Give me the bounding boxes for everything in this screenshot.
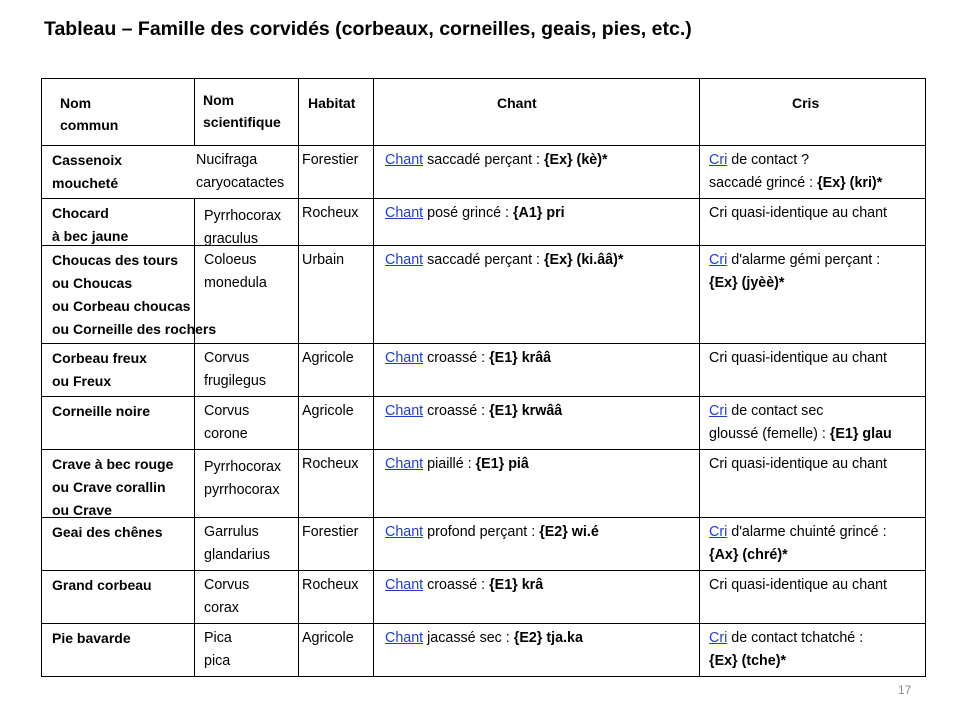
- chant-cell: [385, 249, 623, 272]
- cri-description: de contact tchatché :: [727, 630, 864, 646]
- cri-notation: {E1} glau: [829, 426, 892, 442]
- common-name-line: Cassenoix: [52, 152, 123, 168]
- chant-notation: {Ex} (kè)*: [543, 152, 608, 168]
- common-name-line: Geai des chênes: [52, 524, 163, 540]
- cri-link[interactable]: Cri: [709, 152, 728, 168]
- cri-notation: {Ex} (tche)*: [709, 653, 787, 669]
- common-name-line: ou Choucas: [52, 275, 133, 291]
- row-divider: [42, 623, 925, 624]
- cri-description: Cri quasi-identique au chant: [709, 577, 888, 593]
- row-divider: [42, 396, 925, 397]
- cri-description: d'alarme gémi perçant :: [727, 252, 881, 268]
- scientific-name-cell: [196, 456, 281, 502]
- cri-description: Cri quasi-identique au chant: [709, 350, 888, 366]
- cri-line: [709, 453, 887, 476]
- chant-link[interactable]: Chant: [385, 524, 424, 540]
- common-name-line: Pie bavarde: [52, 630, 131, 646]
- scientific-name-line: graculus: [204, 231, 259, 247]
- habitat-cell: Agricole: [302, 350, 354, 366]
- column-divider: [194, 79, 195, 145]
- cri-link[interactable]: Cri: [709, 524, 728, 540]
- habitat-cell: Rocheux: [302, 577, 359, 593]
- chant-notation: {E1} krwââ: [489, 403, 563, 419]
- habitat-cell: Urbain: [302, 252, 345, 268]
- cri-cell: [709, 249, 880, 295]
- scientific-name-cell: [196, 347, 266, 393]
- cri-line: [709, 650, 863, 673]
- row-divider: [42, 145, 925, 146]
- cri-description: Cri quasi-identique au chant: [709, 456, 888, 472]
- header-common-name: [60, 92, 118, 136]
- common-name-line: Corneille noire: [52, 403, 151, 419]
- scientific-name-line: frugilegus: [204, 373, 266, 389]
- row-divider: [42, 449, 925, 450]
- header-cris: Cris: [792, 95, 820, 111]
- cri-notation: {Ax} (chré)*: [709, 547, 788, 563]
- chant-notation: {E1} krââ: [489, 350, 552, 366]
- common-name-cell: [52, 574, 152, 597]
- common-name-cell: [52, 521, 163, 544]
- scientific-name-cell: [196, 627, 232, 673]
- column-divider: [298, 79, 299, 676]
- cri-cell: [709, 574, 887, 597]
- common-name-line: Crave à bec rouge: [52, 456, 174, 472]
- cri-description: Cri quasi-identique au chant: [709, 205, 888, 221]
- chant-link[interactable]: Chant: [385, 456, 424, 472]
- header-chant: Chant: [497, 95, 537, 111]
- cri-line: [709, 574, 887, 597]
- scientific-name-line: Pyrrhocorax: [204, 459, 282, 475]
- cri-description: de contact ?: [727, 152, 810, 168]
- common-name-line: ou Corneille des rochers: [52, 321, 217, 337]
- scientific-name-line: Pica: [204, 630, 232, 646]
- chant-cell: [385, 400, 562, 423]
- chant-cell: [385, 627, 583, 650]
- cri-line: [709, 627, 863, 650]
- scientific-name-line: Corvus: [204, 350, 250, 366]
- scientific-name-cell: [196, 149, 284, 195]
- scientific-name-cell: [196, 205, 281, 251]
- common-name-cell: [52, 149, 122, 195]
- chant-link[interactable]: Chant: [385, 630, 424, 646]
- cri-line: [709, 521, 887, 544]
- cri-line: [709, 544, 887, 567]
- column-divider: [699, 79, 700, 676]
- scientific-name-line: Corvus: [204, 577, 250, 593]
- chant-description: croassé :: [423, 577, 490, 593]
- cri-link[interactable]: Cri: [709, 403, 728, 419]
- common-name-line: ou Crave: [52, 502, 112, 518]
- scientific-name-cell: [196, 574, 249, 620]
- cri-cell: [709, 347, 887, 370]
- scientific-name-line: glandarius: [204, 547, 270, 563]
- scientific-name-line: Garrulus: [204, 524, 259, 540]
- habitat-cell: Agricole: [302, 630, 354, 646]
- chant-description: saccadé perçant :: [423, 252, 544, 268]
- common-name-line: ou Freux: [52, 373, 112, 389]
- chant-cell: [385, 574, 543, 597]
- cri-cell: [709, 149, 882, 195]
- cri-line: [709, 400, 892, 423]
- common-name-cell: [52, 400, 150, 423]
- scientific-name-line: corone: [204, 426, 248, 442]
- header-scientific-name-line: Nom: [203, 92, 235, 108]
- cri-line: [709, 172, 882, 195]
- common-name-line: ou Crave corallin: [52, 479, 166, 495]
- habitat-cell: Rocheux: [302, 205, 359, 221]
- cri-description: de contact sec: [727, 403, 824, 419]
- chant-description: profond perçant :: [423, 524, 540, 540]
- chant-cell: [385, 521, 599, 544]
- common-name-cell: [52, 627, 131, 650]
- cri-cell: [709, 202, 887, 225]
- chant-description: croassé :: [423, 403, 490, 419]
- common-name-line: à bec jaune: [52, 228, 129, 244]
- habitat-cell: Forestier: [302, 524, 359, 540]
- habitat-cell: Agricole: [302, 403, 354, 419]
- header-scientific-name-line: scientifique: [203, 114, 281, 130]
- cri-description: gloussé (femelle) :: [709, 426, 830, 442]
- chant-notation: {E1} krâ: [489, 577, 544, 593]
- cri-cell: [709, 400, 892, 446]
- row-divider: [42, 198, 925, 199]
- common-name-cell: [52, 249, 216, 341]
- cri-link[interactable]: Cri: [709, 252, 728, 268]
- cri-cell: [709, 521, 887, 567]
- chant-cell: [385, 149, 608, 172]
- cri-description: saccadé grincé :: [709, 175, 818, 191]
- common-name-line: moucheté: [52, 175, 119, 191]
- header-scientific-name: [203, 89, 281, 133]
- scientific-name-cell: [196, 249, 267, 295]
- row-divider: [42, 245, 925, 246]
- header-habitat: Habitat: [308, 95, 356, 111]
- scientific-name-line: corax: [204, 600, 239, 616]
- row-divider: [42, 517, 925, 518]
- chant-link[interactable]: Chant: [385, 403, 424, 419]
- header-common-name-line: commun: [60, 117, 119, 133]
- scientific-name-cell: [196, 400, 249, 446]
- column-divider: [373, 79, 374, 676]
- page-number: 17: [898, 683, 912, 697]
- cri-notation: {Ex} (jyèè)*: [709, 275, 785, 291]
- cri-description: d'alarme chuinté grincé :: [727, 524, 887, 540]
- common-name-line: ou Corbeau choucas: [52, 298, 191, 314]
- chant-link[interactable]: Chant: [385, 350, 424, 366]
- scientific-name-line: pyrrhocorax: [204, 482, 280, 498]
- chant-link[interactable]: Chant: [385, 205, 424, 221]
- cri-line: [709, 202, 887, 225]
- chant-description: saccadé perçant :: [423, 152, 544, 168]
- cri-line: [709, 249, 880, 272]
- cri-line: [709, 423, 892, 446]
- corvid-table: [41, 78, 926, 677]
- cri-line: [709, 347, 887, 370]
- row-divider: [42, 570, 925, 571]
- cri-line: [709, 149, 882, 172]
- chant-description: piaillé :: [423, 456, 476, 472]
- chant-notation: {E2} tja.ka: [513, 630, 583, 646]
- cri-link[interactable]: Cri: [709, 630, 728, 646]
- scientific-name-line: pica: [204, 653, 231, 669]
- chant-description: posé grincé :: [423, 205, 513, 221]
- scientific-name-line: monedula: [204, 275, 267, 291]
- chant-cell: [385, 202, 565, 225]
- common-name-cell: [52, 347, 147, 393]
- chant-link[interactable]: Chant: [385, 577, 424, 593]
- chant-description: croassé :: [423, 350, 490, 366]
- chant-notation: {A1} pri: [512, 205, 565, 221]
- chant-notation: {Ex} (ki.ââ)*: [543, 252, 624, 268]
- header-common-name-line: Nom: [60, 95, 92, 111]
- chant-link[interactable]: Chant: [385, 152, 424, 168]
- cri-cell: [709, 453, 887, 476]
- scientific-name-line: Coloeus: [204, 252, 257, 268]
- habitat-cell: Forestier: [302, 152, 359, 168]
- chant-description: jacassé sec :: [423, 630, 514, 646]
- scientific-name-line: Pyrrhocorax: [204, 208, 282, 224]
- scientific-name-line: Nucifraga: [196, 152, 258, 168]
- common-name-line: Grand corbeau: [52, 577, 152, 593]
- chant-cell: [385, 453, 529, 476]
- common-name-line: Choucas des tours: [52, 252, 179, 268]
- common-name-cell: [52, 453, 173, 522]
- chant-link[interactable]: Chant: [385, 252, 424, 268]
- common-name-line: Chocard: [52, 205, 109, 221]
- cri-line: [709, 272, 880, 295]
- scientific-name-line: Corvus: [204, 403, 250, 419]
- common-name-line: Corbeau freux: [52, 350, 147, 366]
- page-title: Tableau – Famille des corvidés (corbeaux, corneilles, geais, pies, etc.): [44, 18, 692, 40]
- chant-notation: {E2} wi.é: [539, 524, 599, 540]
- scientific-name-cell: [196, 521, 270, 567]
- cri-cell: [709, 627, 863, 673]
- common-name-cell: [52, 202, 128, 248]
- scientific-name-line: caryocatactes: [196, 175, 285, 191]
- chant-cell: [385, 347, 551, 370]
- habitat-cell: Rocheux: [302, 456, 359, 472]
- cri-notation: {Ex} (kri)*: [817, 175, 883, 191]
- row-divider: [42, 343, 925, 344]
- chant-notation: {E1} piâ: [475, 456, 529, 472]
